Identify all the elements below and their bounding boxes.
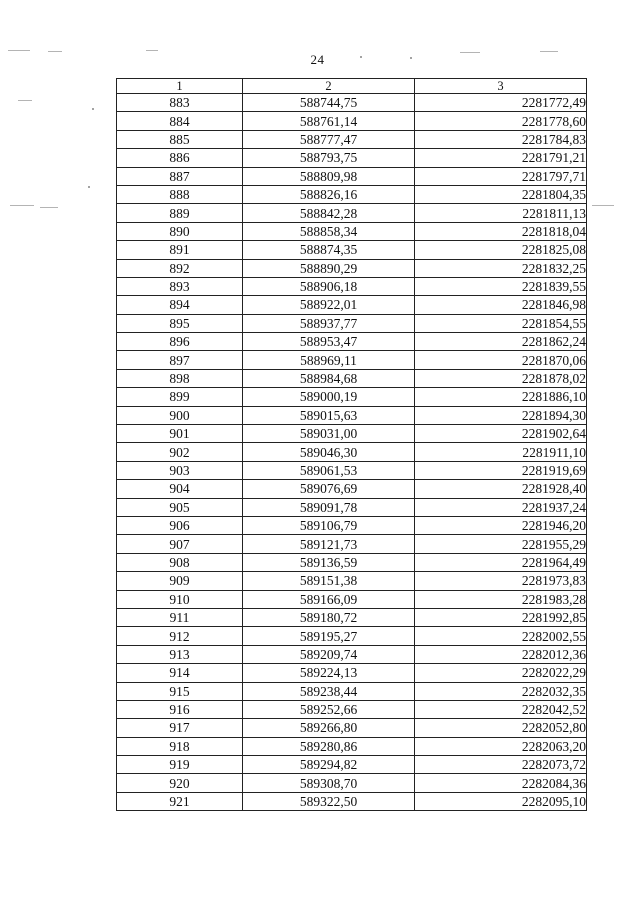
scan-artifact xyxy=(40,207,58,208)
x-coordinate-cell: 588984,68 xyxy=(243,369,415,387)
table-row xyxy=(117,369,587,387)
y-coordinate-cell: 2281955,29 xyxy=(415,535,587,553)
y-coordinate-cell: 2281846,98 xyxy=(415,296,587,314)
x-coordinate-cell: 588842,28 xyxy=(243,204,415,222)
table-row xyxy=(117,149,587,167)
y-coordinate-cell: 2282063,20 xyxy=(415,737,587,755)
point-number-cell: 920 xyxy=(117,774,243,792)
y-coordinate-cell: 2281946,20 xyxy=(415,516,587,534)
x-coordinate-cell: 589151,38 xyxy=(243,572,415,590)
scan-artifact xyxy=(10,205,34,206)
table-row xyxy=(117,737,587,755)
table-row xyxy=(117,333,587,351)
point-number-cell: 917 xyxy=(117,719,243,737)
table-row xyxy=(117,553,587,571)
x-coordinate-cell: 588937,77 xyxy=(243,314,415,332)
x-coordinate-cell: 588906,18 xyxy=(243,277,415,295)
y-coordinate-cell: 2281928,40 xyxy=(415,480,587,498)
point-number-cell: 910 xyxy=(117,590,243,608)
y-coordinate-cell: 2281964,49 xyxy=(415,553,587,571)
x-coordinate-cell: 588793,75 xyxy=(243,149,415,167)
y-coordinate-cell: 2281791,21 xyxy=(415,149,587,167)
y-coordinate-cell: 2282095,10 xyxy=(415,792,587,810)
point-number-cell: 907 xyxy=(117,535,243,553)
point-number-cell: 892 xyxy=(117,259,243,277)
table-row xyxy=(117,425,587,443)
point-number-cell: 919 xyxy=(117,756,243,774)
y-coordinate-cell: 2281937,24 xyxy=(415,498,587,516)
table-row xyxy=(117,241,587,259)
y-coordinate-cell: 2281894,30 xyxy=(415,406,587,424)
point-number-cell: 898 xyxy=(117,369,243,387)
y-coordinate-cell: 2281818,04 xyxy=(415,222,587,240)
point-number-cell: 904 xyxy=(117,480,243,498)
table-row xyxy=(117,296,587,314)
x-coordinate-cell: 589238,44 xyxy=(243,682,415,700)
y-coordinate-cell: 2282032,35 xyxy=(415,682,587,700)
scan-artifact xyxy=(146,50,158,51)
table-row xyxy=(117,130,587,148)
y-coordinate-cell: 2281811,13 xyxy=(415,204,587,222)
point-number-cell: 906 xyxy=(117,516,243,534)
x-coordinate-cell: 588874,35 xyxy=(243,241,415,259)
point-number-cell: 889 xyxy=(117,204,243,222)
point-number-cell: 913 xyxy=(117,645,243,663)
x-coordinate-cell: 588858,34 xyxy=(243,222,415,240)
table-row xyxy=(117,167,587,185)
point-number-cell: 900 xyxy=(117,406,243,424)
table-row xyxy=(117,94,587,112)
y-coordinate-cell: 2281886,10 xyxy=(415,388,587,406)
point-number-cell: 895 xyxy=(117,314,243,332)
table-row xyxy=(117,700,587,718)
table-row xyxy=(117,406,587,424)
y-coordinate-cell: 2281804,35 xyxy=(415,185,587,203)
column-header-y: 3 xyxy=(415,79,587,94)
point-number-cell: 893 xyxy=(117,277,243,295)
point-number-cell: 912 xyxy=(117,627,243,645)
point-number-cell: 908 xyxy=(117,553,243,571)
x-coordinate-cell: 589280,86 xyxy=(243,737,415,755)
x-coordinate-cell: 589136,59 xyxy=(243,553,415,571)
x-coordinate-cell: 589166,09 xyxy=(243,590,415,608)
y-coordinate-cell: 2281973,83 xyxy=(415,572,587,590)
table-row xyxy=(117,480,587,498)
table-row xyxy=(117,314,587,332)
y-coordinate-cell: 2282012,36 xyxy=(415,645,587,663)
table-row xyxy=(117,774,587,792)
point-number-cell: 909 xyxy=(117,572,243,590)
table-row xyxy=(117,535,587,553)
point-number-cell: 921 xyxy=(117,792,243,810)
y-coordinate-cell: 2281784,83 xyxy=(415,130,587,148)
scan-artifact xyxy=(592,205,614,206)
y-coordinate-cell: 2282042,52 xyxy=(415,700,587,718)
scan-artifact xyxy=(18,100,32,101)
y-coordinate-cell: 2282073,72 xyxy=(415,756,587,774)
point-number-cell: 916 xyxy=(117,700,243,718)
y-coordinate-cell: 2281825,08 xyxy=(415,241,587,259)
point-number-cell: 911 xyxy=(117,608,243,626)
x-coordinate-cell: 588809,98 xyxy=(243,167,415,185)
point-number-cell: 884 xyxy=(117,112,243,130)
point-number-cell: 887 xyxy=(117,167,243,185)
y-coordinate-cell: 2281992,85 xyxy=(415,608,587,626)
table-row xyxy=(117,756,587,774)
x-coordinate-cell: 589266,80 xyxy=(243,719,415,737)
x-coordinate-cell: 588890,29 xyxy=(243,259,415,277)
x-coordinate-cell: 589209,74 xyxy=(243,645,415,663)
y-coordinate-cell: 2281862,24 xyxy=(415,333,587,351)
table-row xyxy=(117,664,587,682)
page-number: 24 xyxy=(310,52,325,67)
table-row xyxy=(117,590,587,608)
point-number-cell: 883 xyxy=(117,94,243,112)
y-coordinate-cell: 2282002,55 xyxy=(415,627,587,645)
y-coordinate-cell: 2281878,02 xyxy=(415,369,587,387)
point-number-cell: 890 xyxy=(117,222,243,240)
table-row xyxy=(117,204,587,222)
x-coordinate-cell: 588777,47 xyxy=(243,130,415,148)
y-coordinate-cell: 2281919,69 xyxy=(415,461,587,479)
point-number-cell: 915 xyxy=(117,682,243,700)
point-number-cell: 894 xyxy=(117,296,243,314)
y-coordinate-cell: 2281797,71 xyxy=(415,167,587,185)
x-coordinate-cell: 589091,78 xyxy=(243,498,415,516)
point-number-cell: 918 xyxy=(117,737,243,755)
x-coordinate-cell: 589252,66 xyxy=(243,700,415,718)
point-number-cell: 886 xyxy=(117,149,243,167)
y-coordinate-cell: 2282052,80 xyxy=(415,719,587,737)
y-coordinate-cell: 2281832,25 xyxy=(415,259,587,277)
x-coordinate-cell: 588953,47 xyxy=(243,333,415,351)
point-number-cell: 902 xyxy=(117,443,243,461)
x-coordinate-cell: 589076,69 xyxy=(243,480,415,498)
x-coordinate-cell: 589000,19 xyxy=(243,388,415,406)
table-row xyxy=(117,277,587,295)
point-number-cell: 885 xyxy=(117,130,243,148)
y-coordinate-cell: 2282022,29 xyxy=(415,664,587,682)
x-coordinate-cell: 589180,72 xyxy=(243,608,415,626)
y-coordinate-cell: 2281911,10 xyxy=(415,443,587,461)
y-coordinate-cell: 2281772,49 xyxy=(415,94,587,112)
table-row xyxy=(117,222,587,240)
x-coordinate-cell: 589031,00 xyxy=(243,425,415,443)
table-row xyxy=(117,719,587,737)
table-row xyxy=(117,461,587,479)
x-coordinate-cell: 589106,79 xyxy=(243,516,415,534)
table-row xyxy=(117,682,587,700)
scan-artifact xyxy=(8,50,30,51)
table-row xyxy=(117,516,587,534)
scan-artifact xyxy=(92,108,94,110)
table-row xyxy=(117,792,587,810)
point-number-cell: 901 xyxy=(117,425,243,443)
x-coordinate-cell: 589308,70 xyxy=(243,774,415,792)
coordinates-table xyxy=(116,78,587,811)
point-number-cell: 914 xyxy=(117,664,243,682)
table-row xyxy=(117,388,587,406)
x-coordinate-cell: 589224,13 xyxy=(243,664,415,682)
table-row xyxy=(117,645,587,663)
y-coordinate-cell: 2281778,60 xyxy=(415,112,587,130)
x-coordinate-cell: 589046,30 xyxy=(243,443,415,461)
y-coordinate-cell: 2282084,36 xyxy=(415,774,587,792)
x-coordinate-cell: 589015,63 xyxy=(243,406,415,424)
table-row xyxy=(117,572,587,590)
y-coordinate-cell: 2281870,06 xyxy=(415,351,587,369)
x-coordinate-cell: 589121,73 xyxy=(243,535,415,553)
table-row xyxy=(117,498,587,516)
x-coordinate-cell: 588969,11 xyxy=(243,351,415,369)
x-coordinate-cell: 588826,16 xyxy=(243,185,415,203)
table-header-row xyxy=(117,79,587,94)
table-row xyxy=(117,627,587,645)
point-number-cell: 905 xyxy=(117,498,243,516)
column-header-point-number: 1 xyxy=(117,79,243,94)
table-row xyxy=(117,112,587,130)
table-row xyxy=(117,185,587,203)
point-number-cell: 891 xyxy=(117,241,243,259)
column-header-x: 2 xyxy=(243,79,415,94)
x-coordinate-cell: 588744,75 xyxy=(243,94,415,112)
point-number-cell: 903 xyxy=(117,461,243,479)
y-coordinate-cell: 2281902,64 xyxy=(415,425,587,443)
point-number-cell: 888 xyxy=(117,185,243,203)
scan-artifact xyxy=(88,186,90,188)
table-row xyxy=(117,608,587,626)
table-row xyxy=(117,443,587,461)
table-row xyxy=(117,259,587,277)
y-coordinate-cell: 2281854,55 xyxy=(415,314,587,332)
point-number-cell: 896 xyxy=(117,333,243,351)
y-coordinate-cell: 2281983,28 xyxy=(415,590,587,608)
table-row xyxy=(117,351,587,369)
y-coordinate-cell: 2281839,55 xyxy=(415,277,587,295)
point-number-cell: 899 xyxy=(117,388,243,406)
table-body xyxy=(117,94,587,811)
x-coordinate-cell: 589061,53 xyxy=(243,461,415,479)
x-coordinate-cell: 588761,14 xyxy=(243,112,415,130)
x-coordinate-cell: 588922,01 xyxy=(243,296,415,314)
point-number-cell: 897 xyxy=(117,351,243,369)
x-coordinate-cell: 589294,82 xyxy=(243,756,415,774)
x-coordinate-cell: 589195,27 xyxy=(243,627,415,645)
x-coordinate-cell: 589322,50 xyxy=(243,792,415,810)
